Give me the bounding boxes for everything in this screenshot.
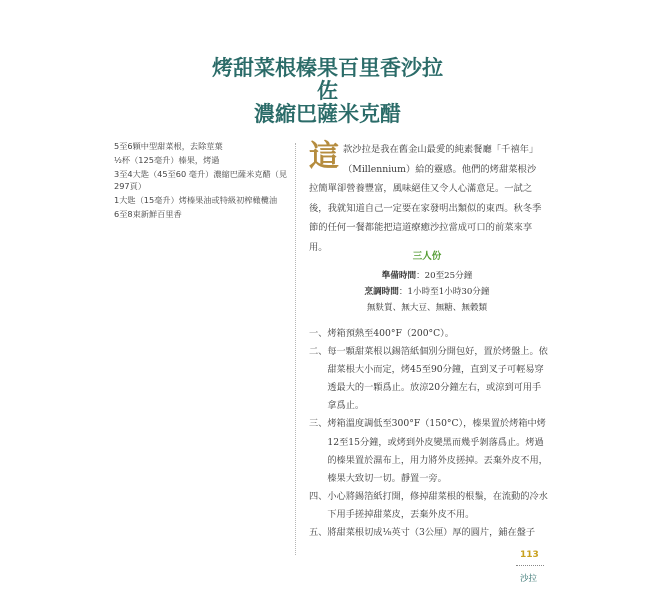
prep-time xyxy=(309,268,545,284)
step-text: 每一顆甜菜根以錫箔紙個別分開包好，置於烤盤上。依甜菜根大小而定，烤45至90分鐘，直到叉子可輕易穿透最大的一顆爲止。放涼20分鐘左右，或涼到可用手拿爲止。 xyxy=(327,346,548,412)
step-number: 一、 xyxy=(309,328,328,339)
step-text: 將甜菜根切成⅛英寸（3公厘）厚的圓片，鋪在盤子 xyxy=(327,527,536,539)
step-number: 五、 xyxy=(309,527,328,539)
serves-heading: 三人份 xyxy=(412,251,442,262)
prep-time-value: ：20至25分鐘 xyxy=(416,271,473,281)
column-divider xyxy=(295,143,296,555)
step-item xyxy=(309,415,549,487)
step-text: 烤箱預熱至400°F（200°C）。 xyxy=(327,328,454,339)
footer-rule xyxy=(516,565,544,566)
ingredient-item: 3至4大匙（45至60 毫升）濃縮巴薩米克醋（見297頁） xyxy=(114,168,288,192)
ingredients-list xyxy=(114,140,289,222)
title-line-2: 佐 xyxy=(317,79,338,103)
ingredient-item: 6至8束新鮮百里香 xyxy=(114,208,182,219)
timing-block xyxy=(309,268,545,316)
step-item xyxy=(309,343,549,415)
drop-cap: 這 xyxy=(309,139,339,174)
step-item xyxy=(309,325,549,343)
page-number: 113 xyxy=(520,550,539,560)
step-item xyxy=(309,488,549,524)
step-number: 二、 xyxy=(309,346,328,358)
cook-time xyxy=(309,284,545,300)
intro-text: 款沙拉是我在舊金山最愛的純素餐廳「千禧年」（Millennium）給的靈感。他們的烤甜菜根沙拉簡單卻營養豐富，風味絕佳又令人心滿意足。一試之後，我就知道自己一定要在家發明出類似的東西。秋冬季節的任何一餐都能把這道療癒沙拉當成可口的前菜來享用。 xyxy=(309,144,542,253)
step-text: 烤箱溫度調低至300°F（150°C），榛果置於烤箱中烤12至15分鐘，或烤到外皮變黑而幾乎剝落爲止。烤過的榛果置於濕布上，用力將外皮搓掉。丟棄外皮不用，榛果大致切一切。靜置一旁。 xyxy=(327,418,548,484)
step-number: 三、 xyxy=(309,418,328,430)
prep-time-label: 準備時間 xyxy=(381,271,417,281)
title-line-3: 濃縮巴薩米克醋 xyxy=(254,102,401,126)
title-line-1: 烤甜菜根榛果百里香沙拉 xyxy=(212,56,443,80)
ingredient-item: 5至6顆中型甜菜根，去除莖葉 xyxy=(114,141,223,151)
step-text: 小心將錫箔紙打開，修掉甜菜根的根鬚，在流動的冷水下用手搓掉甜菜皮，丟棄外皮不用。 xyxy=(327,490,548,520)
ingredient-item: ½杯（125毫升）榛果，烤過 xyxy=(114,154,220,165)
cook-time-value: ：1小時至1小時30分鐘 xyxy=(398,287,490,297)
recipe-title xyxy=(0,57,655,126)
cook-time-label: 烹調時間 xyxy=(364,287,399,297)
diet-tags: 無麩質、無大豆、無糖、無穀類 xyxy=(366,303,488,313)
section-name: 沙拉 xyxy=(520,574,538,584)
steps-list xyxy=(309,325,549,542)
step-number: 四、 xyxy=(309,490,328,502)
intro-paragraph xyxy=(309,140,545,257)
ingredient-item: 1大匙（15毫升）烤榛果油或特級初榨橄欖油 xyxy=(114,195,278,206)
step-item xyxy=(309,524,549,542)
